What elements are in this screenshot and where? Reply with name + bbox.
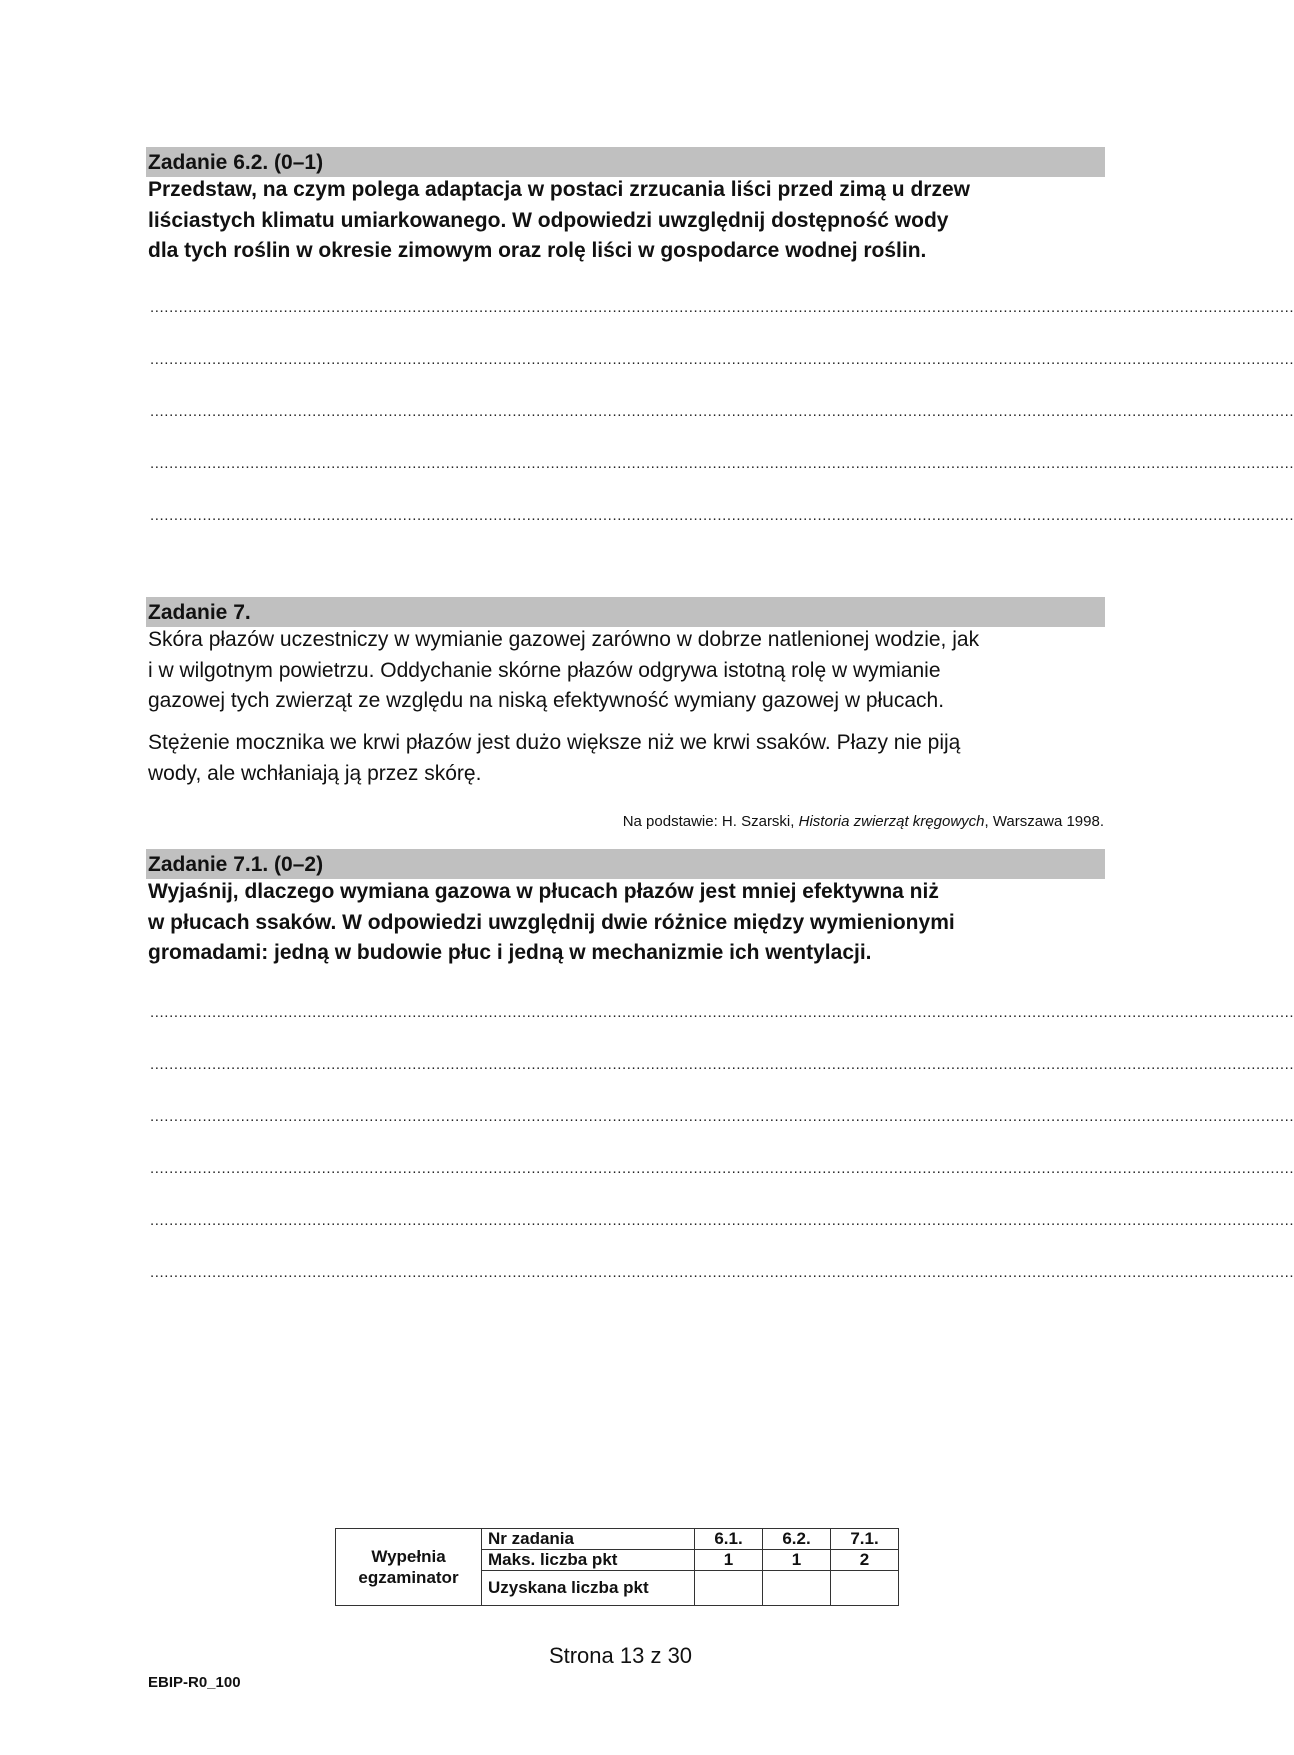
answer-line[interactable]: ................................................................................................................................................................................................................................................ (150, 403, 1294, 420)
row-label-max: Maks. liczba pkt (482, 1550, 695, 1571)
examiner-label (336, 1529, 482, 1606)
intro-line: Skóra płazów uczestniczy w wymianie gazowej zarówno w dobrze natlenionej wodzie, jak (148, 628, 980, 651)
examiner-label-line1: Wypełnia (371, 1547, 446, 1566)
answer-line[interactable]: ................................................................................................................................................................................................................................................ (150, 1108, 1294, 1125)
answer-line[interactable]: ................................................................................................................................................................................................................................................ (150, 1212, 1294, 1229)
intro-line: i w wilgotnym powietrzu. Oddychanie skórne płazów odgrywa istotną rolę w wymianie (148, 658, 941, 682)
prompt-line: gromadami: jedną w budowie płuc i jedną w mechanizmie ich wentylacji. (148, 941, 872, 964)
answer-line[interactable]: ................................................................................................................................................................................................................................................ (150, 1264, 1294, 1281)
answer-line[interactable]: ................................................................................................................................................................................................................................................ (150, 299, 1294, 316)
row-label-obtained: Uzyskana liczba pkt (482, 1571, 695, 1606)
task-7-intro-2 (148, 728, 1098, 789)
task-number: 6.1. (695, 1529, 763, 1550)
task-number: 6.2. (763, 1529, 831, 1550)
intro-line: gazowej tych zwierząt ze względu na niską efektywność wymiany gazowej w płucach. (148, 689, 945, 712)
task-7-1-prompt (148, 877, 1098, 969)
score-table (335, 1528, 899, 1606)
row-label-task: Nr zadania (482, 1529, 695, 1550)
task-6-2-prompt (148, 175, 1098, 267)
prompt-line: dla tych roślin w okresie zimowym oraz rolę liści w gospodarce wodnej roślin. (148, 239, 927, 262)
exam-code: EBIP-R0_100 (148, 1674, 241, 1691)
obtained-points-cell[interactable] (763, 1571, 831, 1606)
task-number: 7.1. (831, 1529, 899, 1550)
prompt-line: liściastych klimatu umiarkowanego. W odpowiedzi uwzględnij dostępność wody (148, 208, 949, 232)
source-suffix: , Warszawa 1998. (984, 813, 1104, 830)
source-prefix: Na podstawie: H. Szarski, (622, 813, 799, 830)
answer-line[interactable]: ................................................................................................................................................................................................................................................ (150, 1004, 1294, 1021)
prompt-line: Wyjaśnij, dlaczego wymiana gazowa w płucach płazów jest mniej efektywna niż (148, 880, 939, 903)
task-7-intro (148, 625, 1098, 717)
task-6-2-header: Zadanie 6.2. (0–1) (146, 147, 1105, 177)
obtained-points-cell[interactable] (695, 1571, 763, 1606)
answer-line[interactable]: ................................................................................................................................................................................................................................................ (150, 1160, 1294, 1177)
max-points: 1 (763, 1550, 831, 1571)
answer-line[interactable]: ................................................................................................................................................................................................................................................ (150, 507, 1294, 524)
intro-line: Stężenie mocznika we krwi płazów jest dużo większe niż we krwi ssaków. Płazy nie piją (148, 731, 961, 754)
obtained-points-cell[interactable] (831, 1571, 899, 1606)
source-title: Historia zwierząt kręgowych (798, 813, 985, 830)
prompt-line: w płucach ssaków. W odpowiedzi uwzględnij dwie różnice między wymienionymi (148, 910, 955, 934)
task-7-header: Zadanie 7. (146, 597, 1105, 627)
source-citation (623, 813, 1104, 830)
examiner-label-line2: egzaminator (358, 1568, 459, 1587)
prompt-line: Przedstaw, na czym polega adaptacja w postaci zrzucania liści przed zimą u drzew (148, 178, 970, 201)
answer-line[interactable]: ................................................................................................................................................................................................................................................ (150, 455, 1294, 472)
max-points: 1 (695, 1550, 763, 1571)
answer-line[interactable]: ................................................................................................................................................................................................................................................ (150, 351, 1294, 368)
max-points: 2 (831, 1550, 899, 1571)
page-number: Strona 13 z 30 (548, 1643, 693, 1668)
answer-line[interactable]: ................................................................................................................................................................................................................................................ (150, 1056, 1294, 1073)
task-7-1-header: Zadanie 7.1. (0–2) (146, 849, 1105, 879)
intro-line: wody, ale wchłaniają ją przez skórę. (148, 761, 482, 785)
